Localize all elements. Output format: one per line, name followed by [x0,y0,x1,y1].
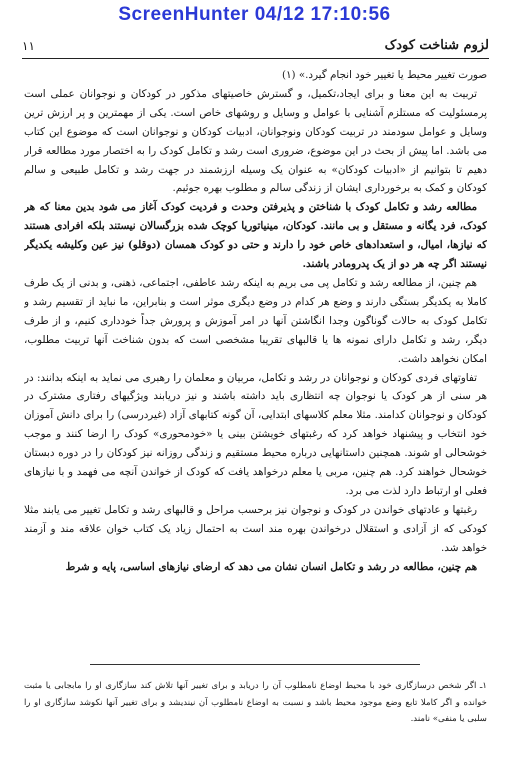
paragraph-3: مطالعه رشد و تکامل کودک با شناختن و پذیرفتن وحدت و فردیت کودک آغاز می شود بدین معنا که هر کودک، فرد یگانه و مستقل و بی مانند. کودکان، مینیاتوریا کوچک شده بزرگسالان نیستند بلکه افرادی هستند که نیازها، امیال، و استعدادهای خاص خود را دارند و حتی دو کودک همسان (دوقلو) نیز عین وکلیشه یکدیگر نیستند اگر چه هر دو از یک پدرومادر باشند. [24,201,487,271]
footnote-divider [90,664,420,665]
paragraph-1: صورت تغییر محیط یا تغییر خود انجام گیرد.» (۱) [281,69,487,81]
screenhunter-watermark: ScreenHunter 04/12 17:10:56 [118,4,391,25]
footnote [24,678,487,728]
paragraph-7: هم چنین، مطالعه در رشد و تکامل انسان نشان می دهد که ارضای نیازهای اساسی، پایه و شرط [65,560,477,573]
paragraph-6: رغبتها و عادتهای خواندن در کودک و نوجوان نیز برحسب مراحل و قالبهای رشد و تکامل تغییر می یابند مثلا کودکی که از آزادی و استقلال درخواندن بهره مند است به احتمال زیاد یک کتاب خوان علاقه مند و آزمند خواهد شد. [24,503,487,554]
running-title: لزوم شناخت کودک [384,38,489,53]
footnote-text: ۱ـ اگر شخص درسازگاری خود با محیط اوضاع نامطلوب آن را دریابد و برای تغییر آنها تلاش کند سازگاری او را مابجابی یا مثبت خوانده و اگر کاملا تابع وضع موجود محیط باشد و نسبت به اوضاع نامطلوب آن نیندیشد و برای تغییر آنها نکوشد سازگاری او را سلبی یا منفی» نامند. [24,681,487,724]
paragraph-5: تفاوتهای فردی کودکان و نوجوانان در رشد و تکامل، مربیان و معلمان را رهبری می نماید به اینکه بدانند: در هر سنی از هر کودک یا نوجوان چه انتظاری باید داشته باشند و نیز دریابند ویژگیهای رفتاری مشترک در کودکان و نوجوانان کدامند. مثلا معلم کلاسهای ابتدایی، آن گونه کتابهای آزاد (غیردرسی) را برای دانش آموزان خود انتخاب و پیشنهاد خواهد کرد که رغبتهای خویشتن بینی یا «خودمحوری» کودک را ارضا کنند و موجب خوشحالی او شوند. همچنین داستانهایی درباره محیط مستقیم و زندگی روزانه نیز کودکان را در دوره دبستان خوشحال خواهند کرد. هم چنین، مربی یا معلم درخواهد یافت که کودک از خواندن آنچه می فهمد و با نیازهای فعلی او ارتباط دارد لذت می برد. [24,371,487,497]
paragraph-2: تربیت به این معنا و برای ایجاد،تکمیل، و گسترش خاصیتهای مذکور در کودکان و نوجوانان عملی است پرمسئولیت که مستلزم آشنایی با عوامل و وسایل و روشهای خاص است. یکی از مهمترین و پر ارزش ترین وسایل و عوامل سودمند در تربیت کودکان ونوجوانان، ادبیات کودکان و نوجوانان است که موضوع این کتاب می باشد. اما پیش از بحث در این موضوع، ضروری است رشد و تکامل کودک را به اختصار مورد مطالعه قرار دهیم تا بتوانیم از «ادبیات کودکان» به عنوان یک وسیله ارزشمند در جهت رشد و تکامل طبیعی و سالم کودکان و کمک به برخورداری ایشان از زندگی سالم و مطلوب بهره جوئیم. [24,87,487,195]
page-number: ۱۱ [22,39,35,53]
page-header [22,36,489,59]
page-body [24,66,487,638]
paragraph-4: هم چنین، از مطالعه رشد و تکامل پی می بریم به اینکه رشد عاطفی، اجتماعی، ذهنی، و بدنی از یک طرف کاملا به یکدیگر بستگی دارند و وضع هر کدام در وضع دیگری موثر است و بنابراین، ما نباید از تقسیم رشد و تکامل کودک به حالات گوناگون وجدا انگاشتن آنها در امر آموزش و پرورش جداً خودداری کنیم، و از طرف دیگر، رشد و تکامل دارای نمونه ها یا قالبهای تقریبا مشخصی است که بدون شناخت آنها تربیت مطلوب، امکان نخواهد داشت. [24,276,487,365]
